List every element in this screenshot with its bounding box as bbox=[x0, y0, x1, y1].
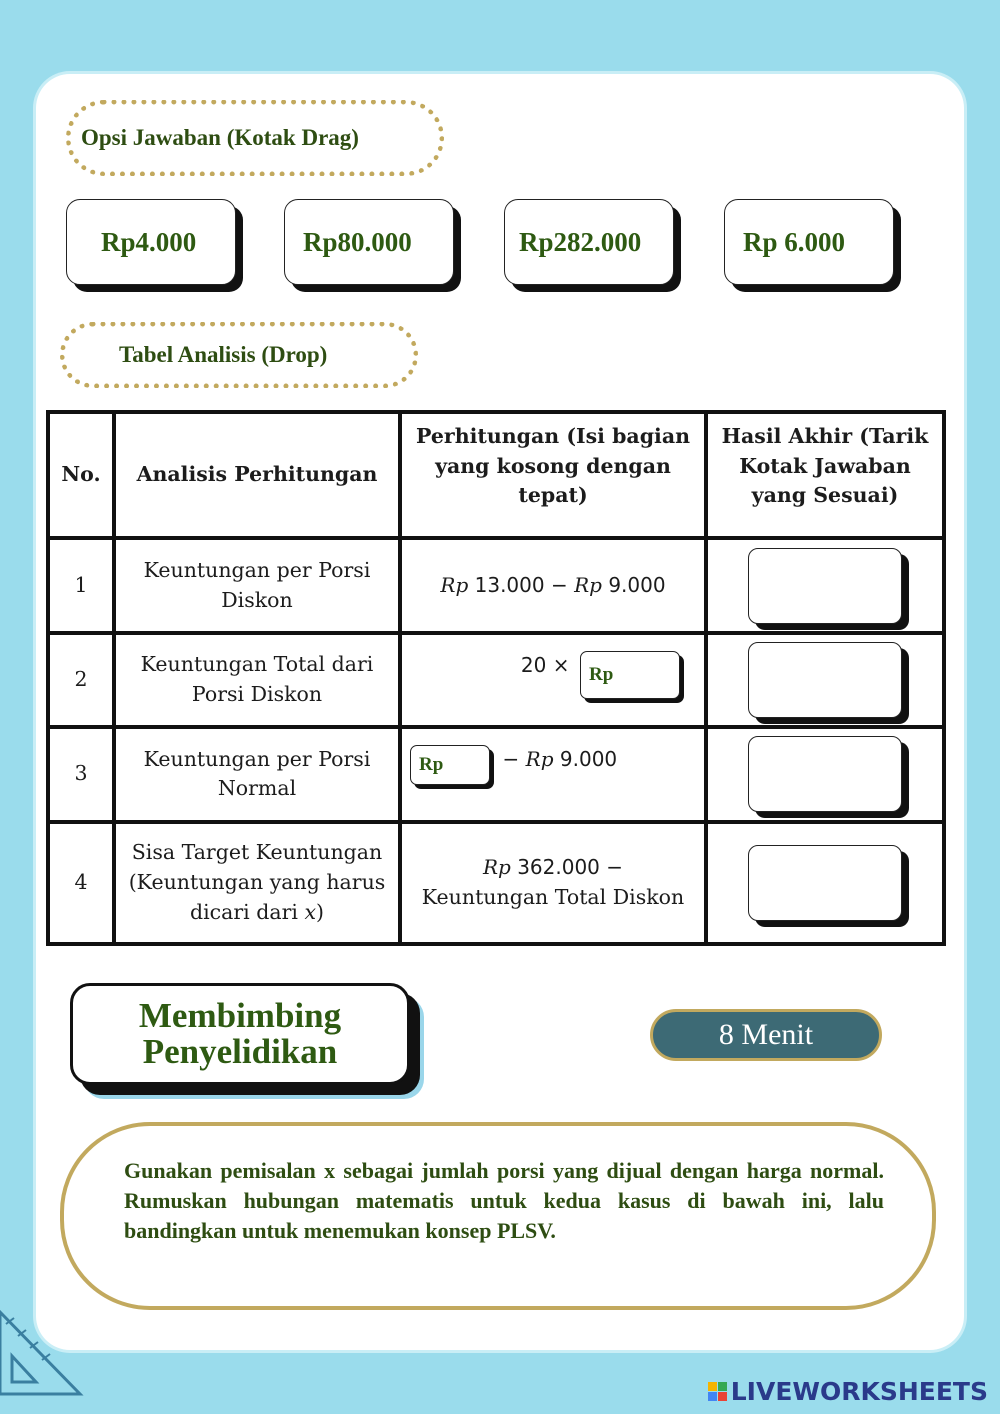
answer-drop-zone-3[interactable] bbox=[748, 736, 902, 812]
calc-multiplier: 20 × bbox=[520, 652, 570, 677]
row-calculation bbox=[400, 538, 706, 632]
result-cell bbox=[706, 727, 944, 821]
answer-drop-zone-1[interactable] bbox=[748, 548, 902, 624]
answer-chip-label: Rp80.000 bbox=[303, 226, 412, 257]
input-placeholder: Rp bbox=[589, 664, 614, 686]
row-number: 2 bbox=[48, 633, 114, 727]
section-title-line1: Membimbing bbox=[138, 996, 342, 1035]
calc-input-row-2[interactable] bbox=[580, 651, 680, 699]
calc-expression: Rp 13.000 − Rp 9.000 bbox=[440, 572, 666, 597]
analysis-table bbox=[46, 410, 946, 946]
answer-drop-zone-4[interactable] bbox=[748, 845, 902, 921]
table-header-row bbox=[48, 412, 944, 538]
calc-expression: Rp 362.000 − bbox=[482, 855, 624, 880]
table-row bbox=[48, 633, 944, 727]
logo-square bbox=[718, 1382, 727, 1391]
answer-chip-label: Rp 6.000 bbox=[743, 226, 846, 257]
answer-chip-label: Rp4.000 bbox=[101, 226, 197, 257]
timer-badge: 8 Menit bbox=[650, 1009, 882, 1061]
row-calculation bbox=[400, 633, 706, 727]
options-section-title: Opsi Jawaban (Kotak Drag) bbox=[81, 125, 359, 150]
header-calculation: Perhitungan (Isi bagian yang kosong dengan tepat) bbox=[400, 412, 706, 538]
logo-square bbox=[718, 1392, 727, 1401]
answer-chip-label: Rp282.000 bbox=[519, 226, 642, 257]
table-section-label bbox=[60, 322, 418, 388]
row-analysis: Keuntungan per Porsi Diskon bbox=[114, 538, 400, 632]
instructions-box bbox=[60, 1122, 936, 1310]
header-result: Hasil Akhir (Tarik Kotak Jawaban yang Sesuai) bbox=[706, 412, 944, 538]
table-row bbox=[48, 727, 944, 821]
liveworksheets-logo-icon bbox=[708, 1382, 727, 1401]
row-calculation bbox=[400, 727, 706, 821]
row-analysis: Sisa Target Keuntungan (Keuntungan yang harus dicari dari x) bbox=[114, 822, 400, 945]
logo-square bbox=[708, 1392, 717, 1401]
section-title-box bbox=[70, 983, 410, 1085]
row-number: 3 bbox=[48, 727, 114, 821]
calc-input-row-3[interactable] bbox=[410, 745, 490, 785]
section-title-line2: Penyelidikan bbox=[142, 1032, 338, 1071]
options-section-label bbox=[66, 100, 444, 176]
answer-drop-zone-2[interactable] bbox=[748, 642, 902, 718]
answer-chip-6000[interactable] bbox=[724, 199, 894, 285]
row-analysis: Keuntungan Total dari Porsi Diskon bbox=[114, 633, 400, 727]
row-number: 1 bbox=[48, 538, 114, 632]
header-analysis: Analisis Perhitungan bbox=[114, 412, 400, 538]
calc-expression: − Rp 9.000 bbox=[502, 747, 618, 772]
answer-chip-80000[interactable] bbox=[284, 199, 454, 285]
table-section-title: Tabel Analisis (Drop) bbox=[119, 342, 328, 367]
answer-chip-4000[interactable] bbox=[66, 199, 236, 285]
instructions-text: Gunakan pemisalan x sebagai jumlah porsi yang dijual dengan harga normal. Rumuskan hubungan matematis untuk kedua kasus di bawah ini, lalu bandingkan untuk menemukan konsep PLSV. bbox=[124, 1158, 884, 1243]
answer-chip-282000[interactable] bbox=[504, 199, 674, 285]
header-no: No. bbox=[48, 412, 114, 538]
table-row bbox=[48, 822, 944, 945]
row-calculation bbox=[400, 822, 706, 945]
input-placeholder: Rp bbox=[419, 754, 444, 776]
result-cell bbox=[706, 822, 944, 945]
result-cell bbox=[706, 633, 944, 727]
liveworksheets-logo[interactable] bbox=[708, 1377, 988, 1406]
row-number: 4 bbox=[48, 822, 114, 945]
liveworksheets-logo-text: LIVEWORKSHEETS bbox=[730, 1377, 988, 1406]
row-analysis: Keuntungan per Porsi Normal bbox=[114, 727, 400, 821]
logo-square bbox=[708, 1382, 717, 1391]
result-cell bbox=[706, 538, 944, 632]
table-row bbox=[48, 538, 944, 632]
calc-tail: Keuntungan Total Diskon bbox=[421, 884, 685, 909]
